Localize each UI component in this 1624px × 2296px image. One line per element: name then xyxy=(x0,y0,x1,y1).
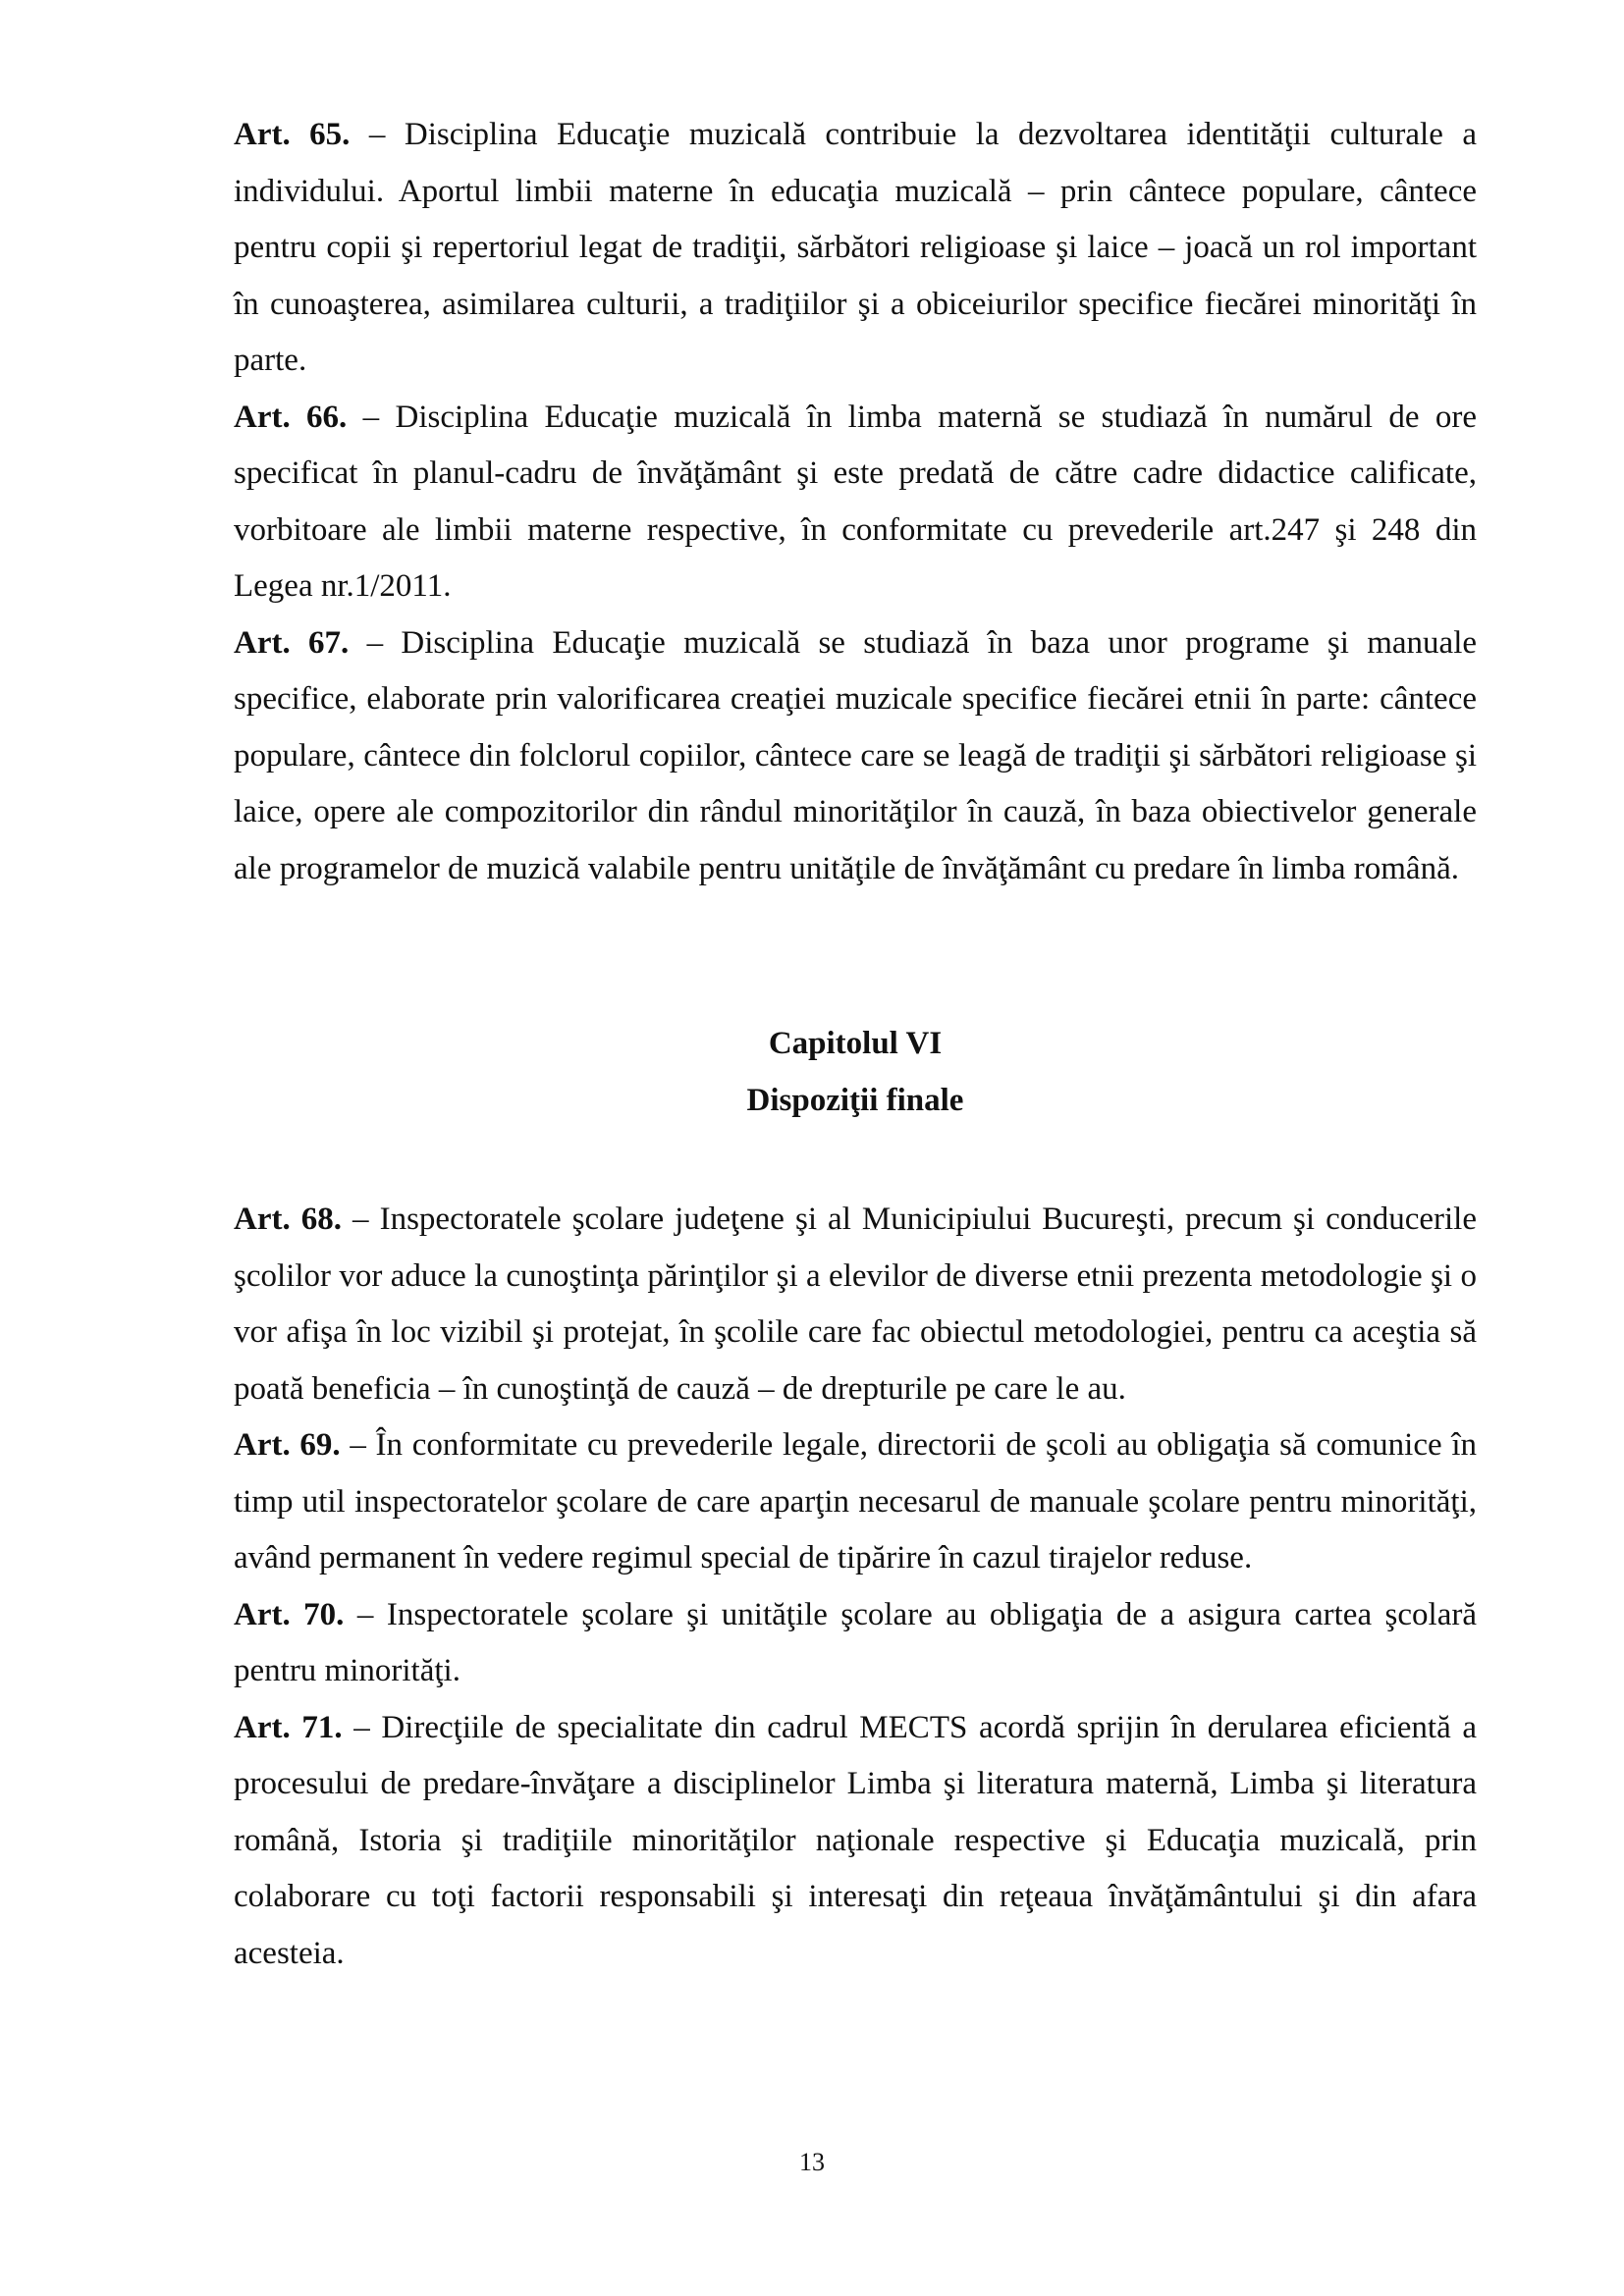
articles-section-a xyxy=(234,107,1477,897)
article-65-text: – Disciplina Educaţie muzicală contribuie la dezvoltarea identităţii culturale a individului. Aportul limbii materne în educaţia muzicală – prin cântece populare, cântece pentru copii şi repertoriul legat de tradiţii, sărbători religioase şi laice – joacă un rol important în cunoaşterea, asimilarea culturii, a tradiţiilor şi a obiceiurilor specifice fiecărei minorităţi în parte. xyxy=(234,117,1477,378)
article-67-text: – Disciplina Educaţie muzicală se studiază în baza unor programe şi manuale specifice, elaborate prin valorificarea creaţiei muzicale specifice fiecărei etnii în parte: cântece populare, cântece din folclorul copiilor, cântece care se leagă de tradiţii şi sărbători religioase şi laice, opere ale compozitorilor din rândul minorităţilor în cauză, în baza obiectivelor generale ale programelor de muzică valabile pentru unităţile de învăţământ cu predare în limba română. xyxy=(234,624,1478,886)
article-66-label: Art. 66. xyxy=(234,399,348,435)
article-66-text: – Disciplina Educaţie muzicală în limba maternă se studiază în numărul de ore specificat în planul-cadru de învăţământ şi este predată de către cadre didactice calificate, vorbitoare ale limbii materne respective, în conformitate cu prevederile art.247 şi 248 din Legea nr.1/2011. xyxy=(234,399,1478,604)
article-71-text: – Direcţiile de specialitate din cadrul MECTS acordă sprijin în derularea eficientă a procesului de predare-învăţare a disciplinelor Limba şi literatura maternă, Limba şi literatura română, Istoria şi tradiţiile minorităţilor naţionale respective şi Educaţia muzicală, prin colaborare cu toţi factorii responsabili şi interesaţi din reţeaua învăţământului şi din afara acesteia. xyxy=(234,1709,1478,1971)
article-67 xyxy=(234,615,1477,898)
article-69-label: Art. 69. xyxy=(234,1427,341,1463)
article-67-label: Art. 67. xyxy=(234,624,350,661)
article-70 xyxy=(234,1587,1477,1700)
article-68-label: Art. 68. xyxy=(234,1201,343,1237)
article-65 xyxy=(234,107,1477,390)
page-number: 13 xyxy=(799,2148,825,2176)
article-65-label: Art. 65. xyxy=(234,117,351,152)
chapter-title: Dispoziţii finale xyxy=(746,1082,964,1118)
chapter-heading xyxy=(234,1016,1477,1129)
article-68 xyxy=(234,1192,1477,1417)
articles-section-b xyxy=(234,1192,1477,1982)
article-71-label: Art. 71. xyxy=(234,1709,343,1745)
article-68-text: – Inspectoratele şcolare judeţene şi al Municipiului Bucureşti, precum şi conducerile şcolilor vor aduce la cunoştinţa părinţilor şi a elevilor de diverse etnii prezenta metodologie şi o vor afişa în loc vizibil şi protejat, în şcolile care fac obiectul metodologiei, pentru ca aceştia să poată beneficia – în cunoştinţă de cauză – de drepturile pe care le au. xyxy=(234,1201,1477,1407)
article-69-text: – În conformitate cu prevederile legale, directorii de şcoli au obligaţia să comunice în timp util inspectoratelor şcolare de care aparţin necesarul de manuale şcolare pentru minorităţi, având permanent în vedere regimul special de tipărire în cazul tirajelor reduse. xyxy=(234,1427,1478,1575)
article-70-label: Art. 70. xyxy=(234,1596,345,1632)
article-71 xyxy=(234,1700,1477,1983)
chapter-number: Capitolul VI xyxy=(768,1026,943,1061)
article-70-text: – Inspectoratele şcolare şi unităţile şcolare au obligaţia de a asigura cartea şcolară pentru minorităţi. xyxy=(234,1596,1477,1688)
article-69 xyxy=(234,1417,1477,1587)
article-66 xyxy=(234,390,1477,615)
